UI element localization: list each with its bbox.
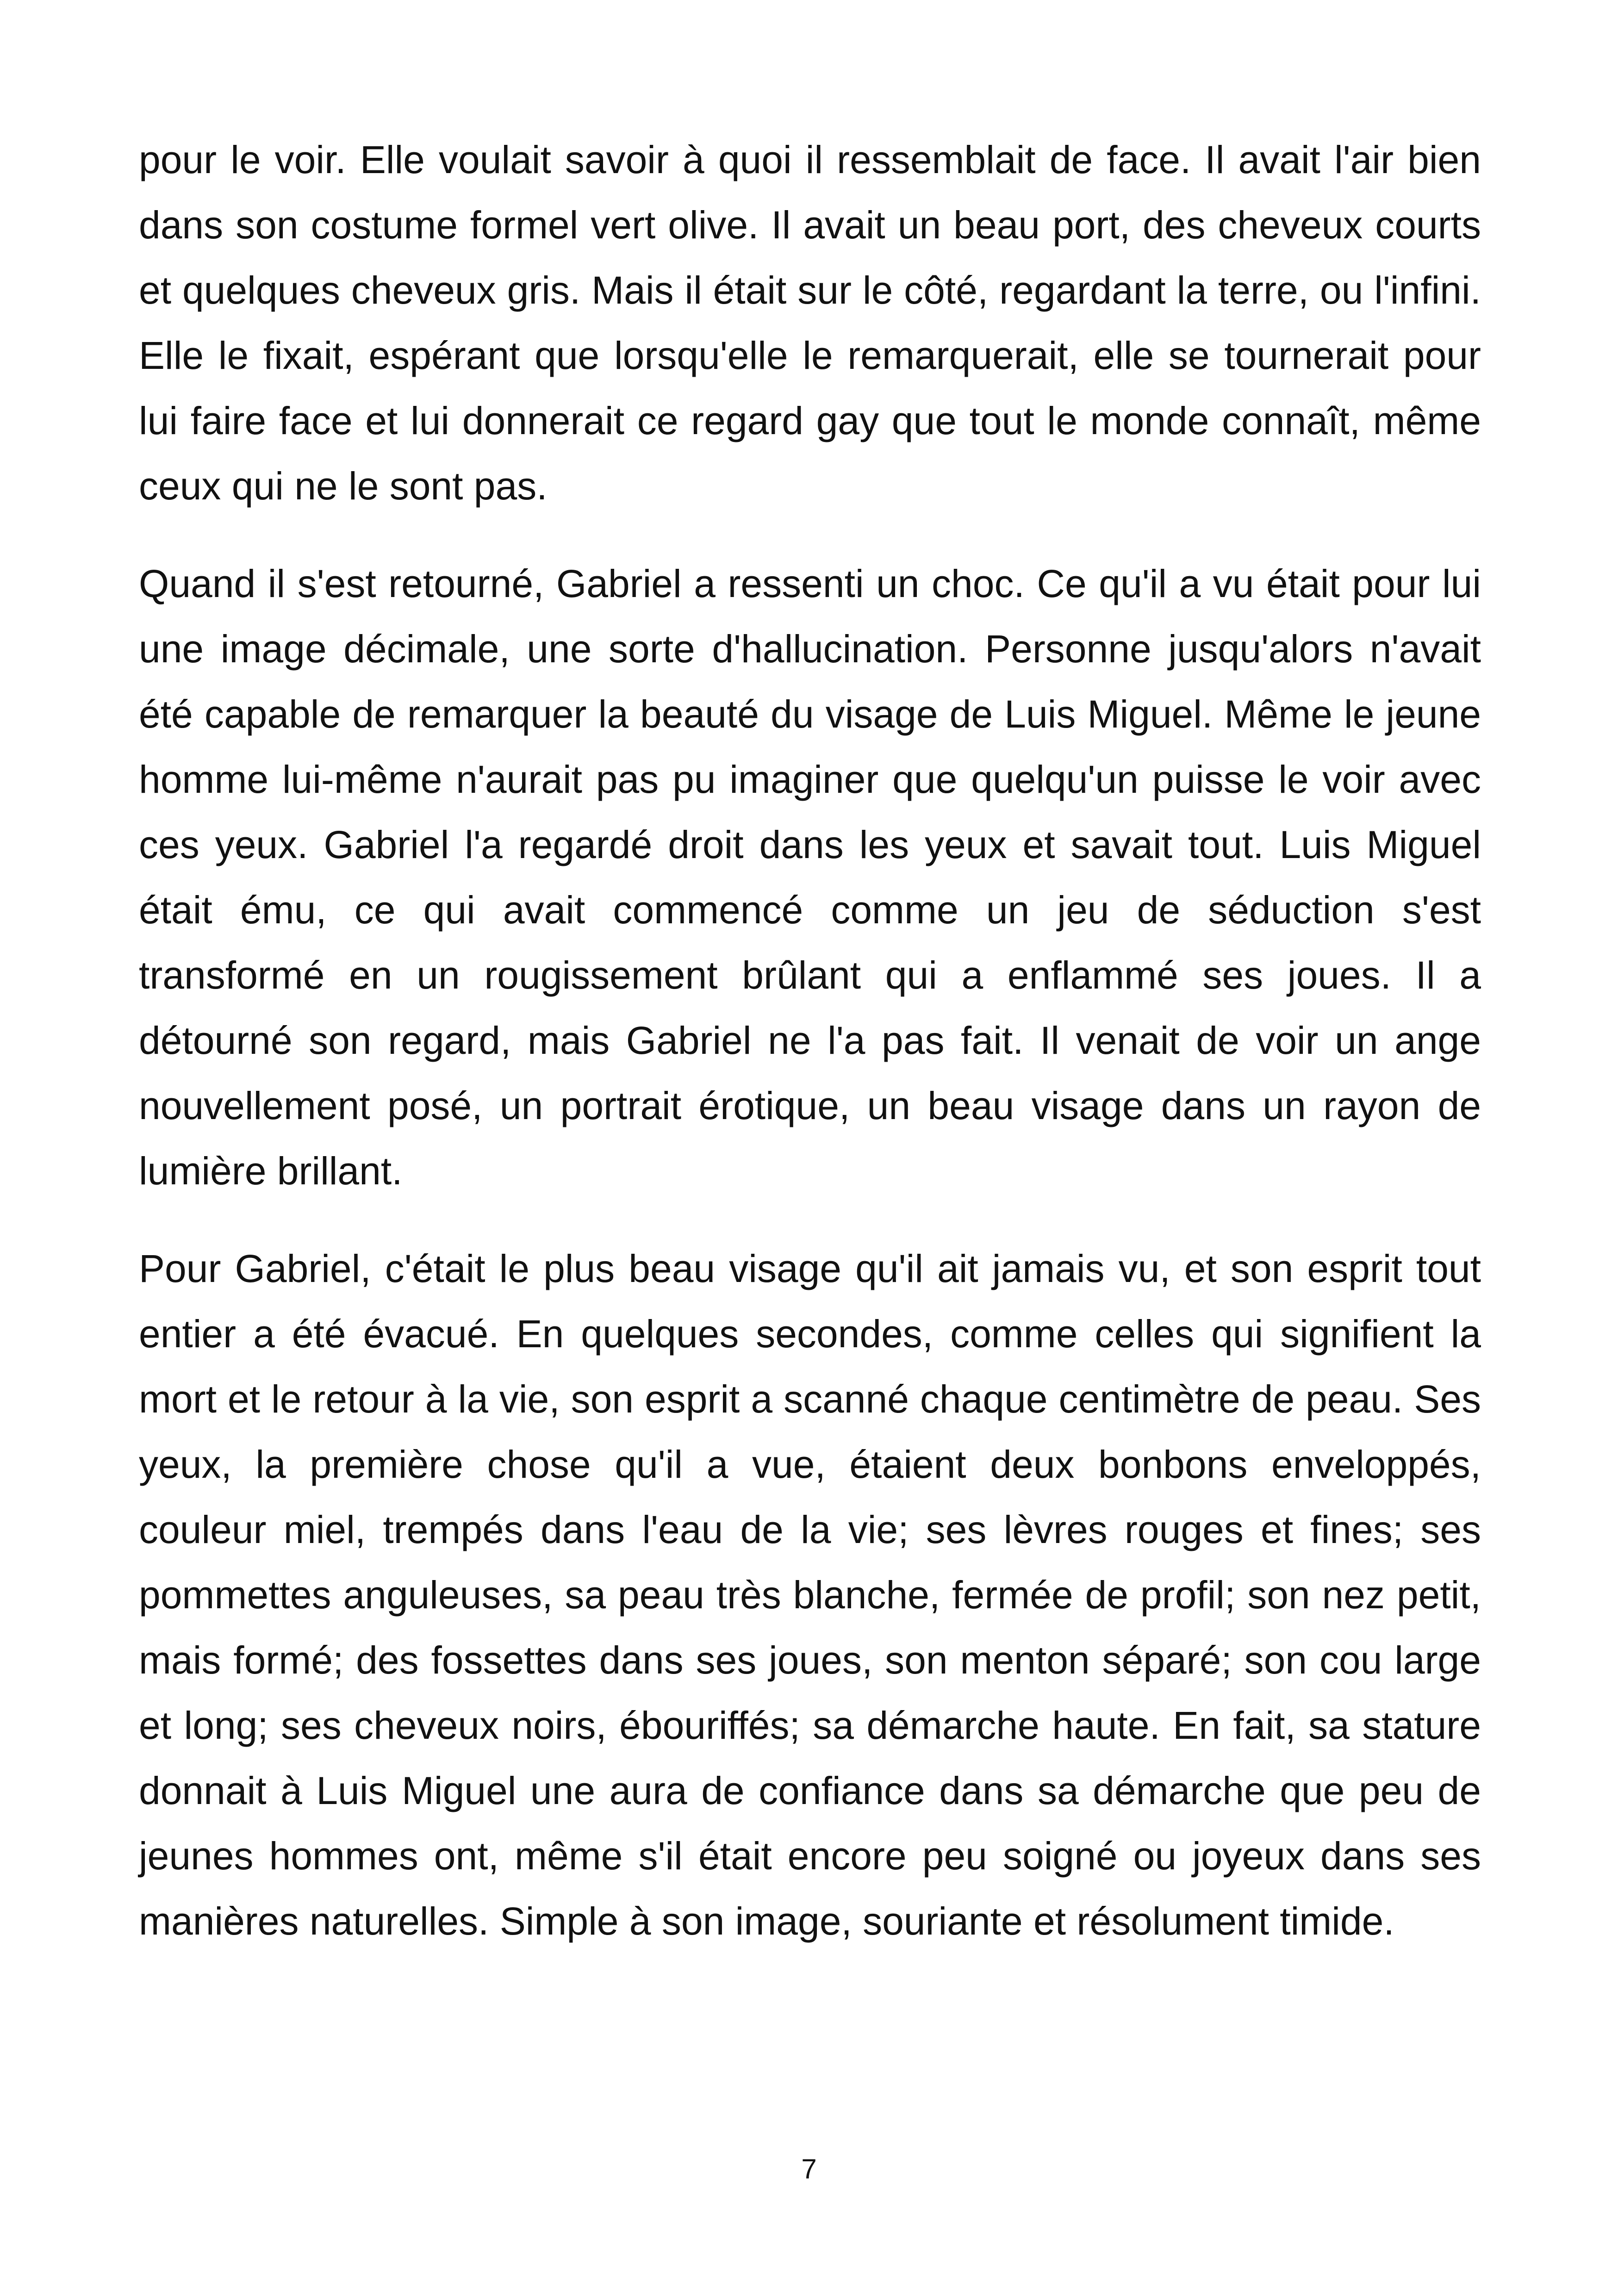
paragraph-3: Pour Gabriel, c'était le plus beau visage qu'il ait jamais vu, et son esprit tout entier a été évacué. En quelques secondes, comme celles qui signifient la mort et le retour à la vie, son esprit a scanné chaque centimètre de peau. Ses yeux, la première chose qu'il a vue, étaient deux bonbons enveloppés, couleur miel, trempés dans l'eau de la vie; ses lèvres rouges et fines; ses pommettes anguleuses, sa peau très blanche, fermée de profil; son nez petit, mais formé; des fossettes dans ses joues, son menton séparé; son cou large et long; ses cheveux noirs, ébouriffés; sa démarche haute. En fait, sa stature donnait à Luis Miguel une aura de confiance dans sa démarche que peu de jeunes hommes ont, même s'il était encore peu soigné ou joyeux dans ses manières naturelles. Simple à son image, souriante et résolument timide. [139,1247,1481,1943]
paragraph-1: pour le voir. Elle voulait savoir à quoi il ressemblait de face. Il avait l'air bien dans son costume formel vert olive. Il avait un beau port, des cheveux courts et quelques cheveux gris. Mais il était sur le côté, regardant la terre, ou l'infini. Elle le fixait, espérant que lorsqu'elle le remarquerait, elle se tournerait pour lui faire face et lui donnerait ce regard gay que tout le monde connaît, même ceux qui ne le sont pas. [139,138,1481,508]
paragraph-2: Quand il s'est retourné, Gabriel a ressenti un choc. Ce qu'il a vu était pour lui une image décimale, une sorte d'hallucination. Personne jusqu'alors n'avait été capable de remarquer la beauté du visage de Luis Miguel. Même le jeune homme lui-même n'aurait pas pu imaginer que quelqu'un puisse le voir avec ces yeux. Gabriel l'a regardé droit dans les yeux et savait tout. Luis Miguel était ému, ce qui avait commencé comme un jeu de séduction s'est transformé en un rougissement brûlant qui a enflammé ses joues. Il a détourné son regard, mais Gabriel ne l'a pas fait. Il venait de voir un ange nouvellement posé, un portrait érotique, un beau visage dans un rayon de lumière brillant. [139,562,1481,1193]
page-number: 7 [801,2153,817,2184]
body-text [139,127,1481,1986]
